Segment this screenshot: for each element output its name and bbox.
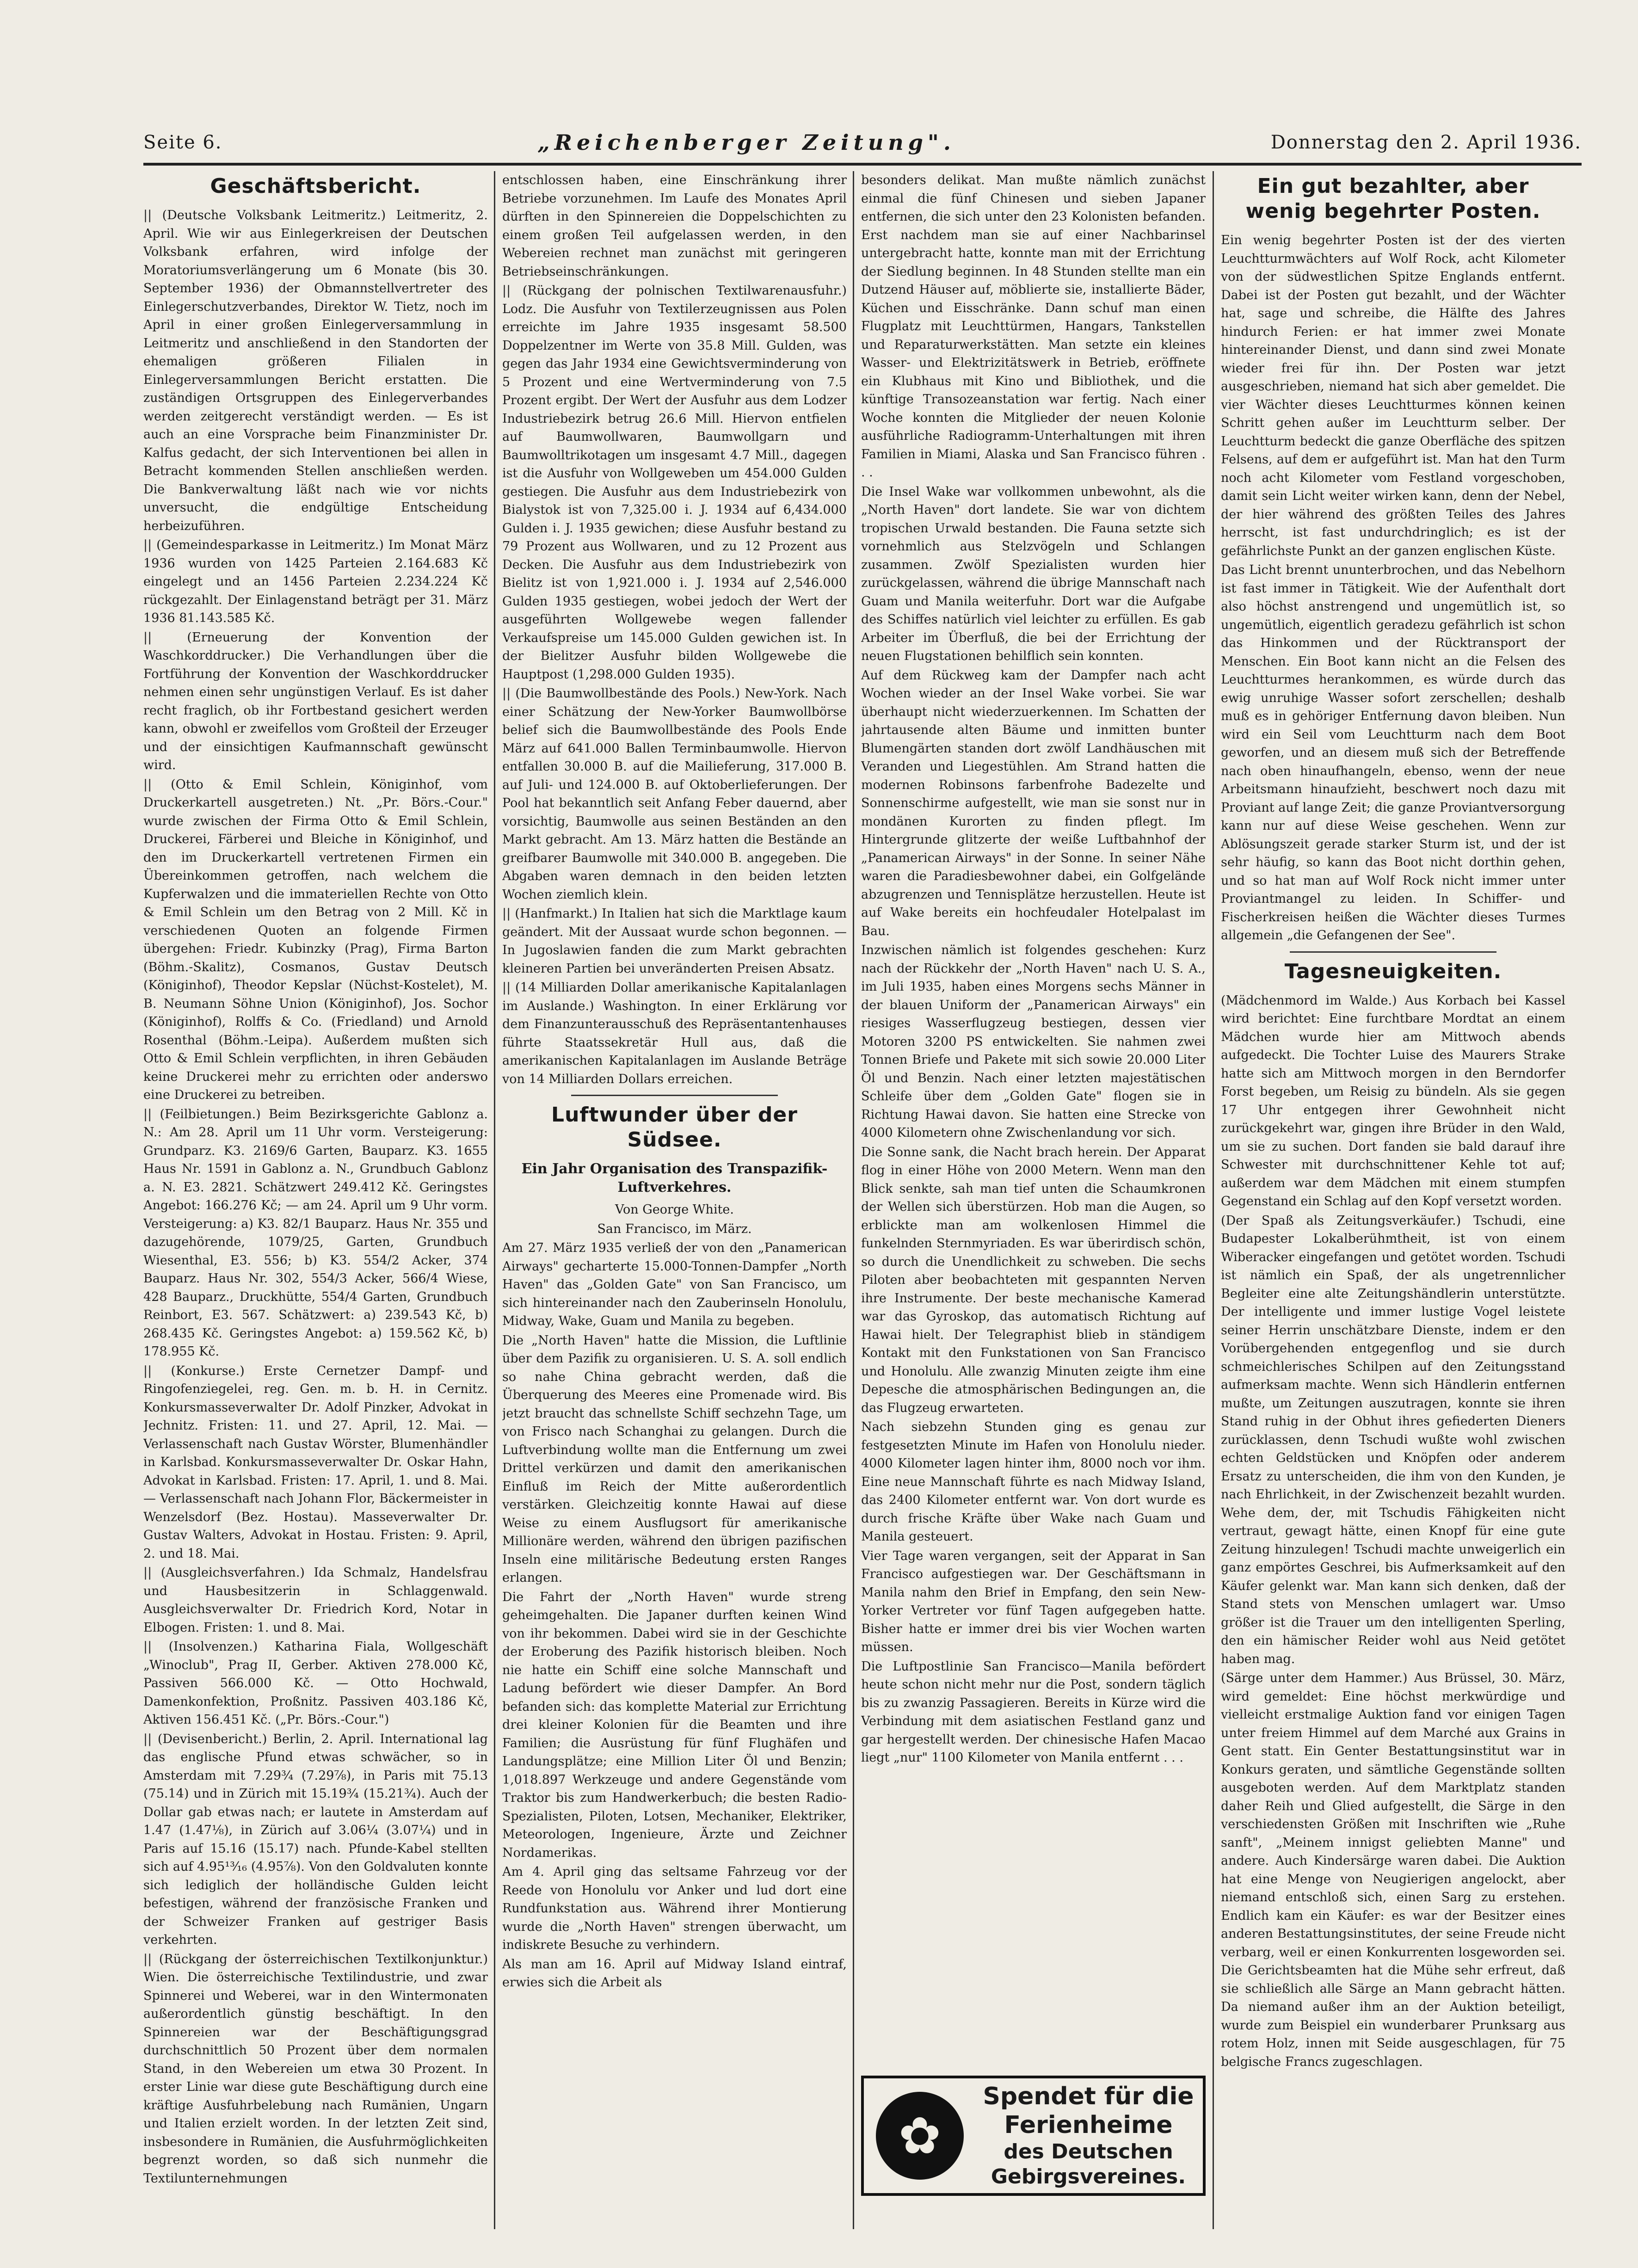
news-paragraph: (Der Spaß als Zeitungsverkäufer.) Tschudi, eine Budapester Lokalberühmtheit, ist von einem Wiberacker eingefangen und getötet worden. Tschudi ist nämlich ein Spaß, der als ungetrennlicher Begleiter eine alte Zeitungshändlerin unterstützte. Der intelligente und immer lustige Vogel leistete seiner Herrin unschätzbare Dienste, indem er den Vorübergehenden entgegenflog und sie durch schmeichlerisches Schilpen auf den Zeitungsstand aufmerksam machte. Wenn sich Händlerin entfernen mußte, um Zeitungen auszutragen, konnte sie ihren Stand ruhig in der Obhut ihres gefiederten Dieners zurücklassen, denn Tschudi wußte wohl zwischen echten Geldstücken und Knöpfen oder anderem Ersatz zu unterscheiden, die ihm von den Kunden, je nach Ehrlichkeit, in der Zwischenzeit bezahlt wurden. Wehe dem, der, mit Tschudis Fähigkeiten nicht vertraut, gewagt hätte, einen Knopf für eine gute Zeitung hinzulegen! Tschudi machte unweigerlich ein ganz empörtes Geschrei, bis Aufmerksamkeit auf den Käufer gelenkt war. Man kann sich denken, daß der Stand stets von Menschen umlagert war. Umso größer ist die Trauer um den intelligenten Sperling, den ein hämischer Reider wohl aus Neid getötet haben mag. xyxy=(1221,1213,1565,1666)
news-paragraph: || (Hanfmarkt.) In Italien hat sich die Marktlage kaum geändert. Mit der Aussaat wurde schon begonnen. — In Jugoslawien fanden die zum Markt gebrachten kleineren Partien bei unveränderten Preisen Absatz. xyxy=(502,906,847,976)
edelweiss-emblem-icon: ✿ xyxy=(876,2092,964,2180)
ad-line: Spendet für die xyxy=(983,2083,1194,2110)
article-paragraph: Die Sonne sank, die Nacht brach herein. Der Apparat flog in einer Höhe von 2000 Metern. Wenn man den Blick senkte, sah man tief unten die Schaumkronen der Wellen sich überstürzen. Hob man die Augen, so erblickte man am wolkenlosen Himmel die funkelnden Sternmyriaden. Es war überirdisch schön, so durch die Unendlichkeit zu schweben. Die sechs Piloten aber beobachteten mit gespannten Nerven ihre Instrumente. Der beste mechanische Kamerad war das Gyroskop, das automatisch Richtung auf Hawai hielt. Der Telegraphist blieb in ständigem Kontakt mit den Funkstationen von San Francisco und Honolulu. Alle zwanzig Minuten zeigte ihm eine Depesche die atmosphärischen Bedingungen an, die das Flugzeug erwarteten. xyxy=(861,1145,1206,1415)
article-byline: Von George White. xyxy=(615,1202,734,1217)
column-2 xyxy=(502,171,847,2229)
article-dateline: San Francisco, im März. xyxy=(597,1221,752,1236)
news-paragraph: || (Konkurse.) Erste Cernetzer Dampf- und Ringofenziegelei, reg. Gen. m. b. H. in Cernitz. Konkursmasseverwalter Dr. Adolf Pinzker, Advokat in Jechnitz. Fristen: 11. und 27. April, 12. Mai. — Verlassenschaft nach Gustav Wörster, Blumenhändler in Karlsbad. Konkursmasseverwalter Dr. Oskar Hahn, Advokat in Karlsbad. Fristen: 17. April, 1. und 8. Mai. — Verlassenschaft nach Johann Flor, Bäckermeister in Wenzelsdorf (Bez. Hostau). Masseverwalter Dr. Gustav Walters, Advokat in Hostau. Fristen: 9. April, 2. und 18. Mai. xyxy=(143,1363,488,1561)
news-paragraph: || (Rückgang der österreichischen Textilkonjunktur.) Wien. Die österreichische Textilindustrie, und zwar Spinnerei und Weberei, war in den Wintermonaten außerordentlich günstig beschäftigt. In den Spinnereien war der Beschäftigungsgrad durchschnittlich 50 Prozent über dem normalen Stand, in den Webereien um etwa 30 Prozent. In erster Linie war diese gute Beschäftigung durch eine kräftige Ausfuhrbelebung nach Rumänien, Ungarn und Italien erzielt worden. In der letzten Zeit sind, insbesondere in Rumänien, die Ausfuhrmöglichkeiten begrenzt worden, so daß sich nunmehr die Textilunternehmungen xyxy=(143,1952,488,2186)
news-paragraph: || (Otto & Emil Schlein, Königinhof, vom Druckerkartell ausgetreten.) Nt. „Pr. Börs.-Cour." wurde zwischen der Firma Otto & Emil Schlein, Druckerei, Färberei und Bleiche in Königinhof, und den im Druckerkartell vertretenen Firmen ein Übereinkommen getroffen, nach welchem die Kupferwalzen und die immateriellen Rechte von Otto & Emil Schlein um den Betrag von 2 Mill. Kč in verschiedenen Quoten an folgende Firmen übergehen: Friedr. Kubinzky (Prag), Firma Barton (Böhm.-Skalitz), Cosmanos, Gustav Deutsch (Königinhof), Theodor Kepslar (Nüchst-Kostelet), M. B. Neumann Söhne Union (Königinhof), Jos. Sochor (Königinhof), Rolffs & Co. (Friedland) und Arnold Rosenthal (Böhm.-Leipa). Außerdem mußten sich Otto & Emil Schlein verpflichten, in ihren Gebäuden keine Druckerei mehr zu errichten oder anderswo eine Druckerei zu betreiben. xyxy=(143,777,488,1102)
article-paragraph: Die Insel Wake war vollkommen unbewohnt, als die „North Haven" dort landete. Sie war von dichtem tropischen Urwald bestanden. Die Fauna setzte sich vornehmlich aus Stelzvögeln und Schlangen zusammen. Zwölf Spezialisten wurden hier zurückgelassen, während die übrige Mannschaft nach Guam und Manila weiterfuhr. Dort war die Aufgabe des Schiffes natürlich viel leichter zu erfüllen. Es gab Arbeiter im Überfluß, die bei der Errichtung der neuen Flugstationen behilflich sein konnten. xyxy=(861,484,1206,663)
news-paragraph: || (Gemeindesparkasse in Leitmeritz.) Im Monat März 1936 wurden von 1425 Parteien 2.164.683 Kč eingelegt und an 1456 Parteien 2.234.224 Kč rückgezahlt. Der Einlagenstand beträgt per 31. März 1936 81.143.585 Kč. xyxy=(143,538,488,625)
column-1 xyxy=(143,171,488,2229)
article-title: Luftwunder über der Südsee. xyxy=(551,1103,798,1152)
column-divider xyxy=(853,171,854,2229)
news-paragraph: || (Erneuerung der Konvention der Waschkorddrucker.) Die Verhandlungen über die Fortführung der Konvention der Waschkorddrucker nehmen einen sehr ungünstigen Verlauf. Es ist daher recht fraglich, ob ihr Fortbestand gesichert werden kann, obwohl er zweifellos vom Großteil der Erzeuger und der einsichtigen Kaufmannschaft gewünscht wird. xyxy=(143,630,488,772)
column-3 xyxy=(861,171,1206,2067)
section-heading: Tagesneuigkeiten. xyxy=(1284,959,1502,983)
page-number: Seite 6. xyxy=(143,132,222,153)
article-separator xyxy=(1290,951,1496,953)
article-title: Ein gut bezahlter, aber wenig begehrter Posten. xyxy=(1245,174,1541,223)
news-paragraph: || (Insolvenzen.) Katharina Fiala, Wollgeschäft „Winoclub", Prag II, Gerber. Aktiven 278.000 Kč, Passiven 566.000 Kč. — Otto Hochwald, Damenkonfektion, Proßnitz. Passiven 403.186 Kč, Aktiven 156.451 Kč. („Pr. Börs.-Cour.") xyxy=(143,1639,488,1727)
news-paragraph: || (Die Baumwollbestände des Pools.) New-York. Nach einer Schätzung der New-Yorker Baumwollbörse belief sich die Baumwollbestände des Pools Ende März auf 641.000 Ballen Terminbaumwolle. Hiervon entfallen 30.000 B. auf die Mailieferung, 317.000 B. auf Juli- und 124.000 B. auf Oktoberlieferungen. Der Pool hat bekanntlich seit Anfang Feber dauernd, aber vorsichtig, Baumwolle aus seinen Beständen an den Markt gebracht. Am 13. März hatten die Bestände an greifbarer Baumwolle mit 340.000 B. angegeben. Die Abgaben waren demnach in den beiden letzten Wochen ziemlich klein. xyxy=(502,686,847,902)
header-rule xyxy=(143,163,1582,166)
article-paragraph: Das Licht brennt ununterbrochen, und das Nebelhorn ist fast immer in Tätigkeit. Wie der Aufenthalt dort also höchst anstrengend und ungemütlich ist, so ungemütlich, eigentlich geradezu gefährlich ist schon das Hinkommen und der Rücktransport der Menschen. Ein Boot kann nicht an die Felsen des Leuchtturmes herankommen, es würde durch das ewig unruhige Wasser sofort zerschellen; deshalb muß es in gehöriger Entfernung davon bleiben. Nun wird ein Seil vom Leuchtturm nach dem Boot geworfen, und an diesem muß sich der Betreffende nach oben hinaufhangeln, ebenso, wenn der neue Arbeitsmann hinaufzieht, beschwert noch dazu mit Proviant auf lange Zeit; die ganze Proviantversorgung kann nur auf diese Weise geschehen. Wenn zur Ablösungszeit gerade starker Sturm ist, und der ist sehr häufig, so kann das Boot nicht dorthin gehen, und so hat man auf Wolf Rock nicht immer unter Proviantmangel zu leiden. In Schiffer- und Fischerkreisen heißen die Wächter dieses Turmes allgemein „die Gefangenen der See". xyxy=(1221,563,1565,943)
article-paragraph: Auf dem Rückweg kam der Dampfer nach acht Wochen wieder an der Insel Wake vorbei. Sie war überhaupt nicht wiederzuerkennen. Im Schatten der jahrtausende alten Bäume und inmitten bunter Blumengärten standen dort zwölf Landhäuschen mit Veranden und Liegestühlen. Am Strand hatten die modernen Robinsons farbenfrohe Badezelte und Sonnenschirme aufgestellt, wie man sie sonst nur in mondänen Kurorten zu finden pflegt. Im Hintergrunde glitzerte der weiße Luftbahnhof der „Panamerican Airways" in der Sonne. In seiner Nähe waren die Paradiesbewohner dabei, ein Golfgelände abzugrenzen und Tennisplätze herzustellen. Heute ist auf Wake bereits ein hochfeudaler Hotelpalast im Bau. xyxy=(861,668,1206,938)
article-paragraph: Nach siebzehn Stunden ging es genau zur festgesetzten Minute im Hafen von Honolulu nieder. 4000 Kilometer lagen hinter ihm, 8000 noch vor ihm. Eine neue Mannschaft führte es nach Midway Island, das 2400 Kilometer entfernt war. Von dort wurde es durch frische Kräfte über Wake nach Guam und Manila gesteuert. xyxy=(861,1420,1206,1544)
news-paragraph: entschlossen haben, eine Einschränkung ihrer Betriebe vorzunehmen. Im Laufe des Monates April dürften in den Spinnereien die Doppelschichten zu einem großen Teil aufgelassen werden, in den Webereien rechnet man zunächst mit geringeren Betriebseinschränkungen. xyxy=(502,173,847,279)
article-paragraph: Die Luftpostlinie San Francisco—Manila befördert heute schon nicht mehr nur die Post, sondern täglich bis zu zwanzig Passagieren. Bereits in Kürze wird die Verbindung mit dem asiatischen Festland ganz und gar hergestellt werden. Der chinesische Hafen Macao liegt „nur" 1100 Kilometer von Manila entfernt . . . xyxy=(861,1659,1206,1765)
news-paragraph: || (Feilbietungen.) Beim Bezirksgerichte Gablonz a. N.: Am 28. April um 11 Uhr vorm. Versteigerung: Grundparz. K3. 2169/6 Garten, Bauparz. K3. 1655 Haus Nr. 1591 in Gablonz a. N., Grundbuch Gablonz a. N. E3. 2821. Schätzwert 249.412 Kč. Geringstes Angebot: 166.276 Kč; — am 24. April um 9 Uhr vorm. Versteigerung: a) K3. 82/1 Bauparz. Haus Nr. 355 und dazugehörende, 1079/25, Garten, Grundbuch Wiesenthal, E3. 556; b) K3. 554/2 Acker, 374 Bauparz. Haus Nr. 302, 554/3 Acker, 566/4 Wiese, 428 Bauparz., Druckhütte, 554/4 Garten, Grundbuch Reinbort, E3. 567. Schätzwert: a) 239.543 Kč, b) 268.435 Kč. Geringstes Angebot: a) 159.562 Kč, b) 178.955 Kč. xyxy=(143,1107,488,1359)
column-4 xyxy=(1221,171,1565,2229)
news-paragraph: || (Devisenbericht.) Berlin, 2. April. International lag das englische Pfund etwas schwächer, so in Amsterdam mit 7.29¾ (7.29⅞), in Paris mit 75.13 (75.14) und in Zürich mit 15.19¾ (15.21¾). Auch der Dollar gab etwas nach; er lautete in Amsterdam auf 1.47 (1.47⅛), in Zürich auf 3.06¼ (3.07¼) und in Paris auf 15.16 (15.17) nach. Pfunde-Kabel stellten sich auf 4.95¹³⁄₁₆ (4.95⅞). Von den Goldvaluten konnte sich lediglich der holländische Gulden leicht befestigen, während der französische Franken und der Schweizer Franken auf gestriger Basis verkehrten. xyxy=(143,1732,488,1947)
page-header xyxy=(143,124,1582,161)
news-paragraph: || (14 Milliarden Dollar amerikanische Kapitalanlagen im Auslande.) Washington. In einer Erklärung vor dem Finanzunterausschuß des Repräsentantenhauses führte Staatssekretär Hull aus, daß die amerikanischen Kapitalanlagen im Auslande Beträge von 14 Milliarden Dollars erreichen. xyxy=(502,980,847,1086)
news-paragraph: (Särge unter dem Hammer.) Aus Brüssel, 30. März, wird gemeldet: Eine höchst merkwürdige und vielleicht erstmalige Auktion fand vor einigen Tagen unter freiem Himmel auf dem Marché aux Grains in Gent statt. Ein Genter Bestattungsinstitut war in Konkurs geraten, und sämtliche Gegenstände sollten ausgeboten werden. Auf dem Marktplatz standen daher Reih und Glied aufgestellt, die Särge in den verschiedensten Größen mit Inschriften wie „Ruhe sanft", „Meinem innigst geliebten Manne" und andere. Auch Kindersärge waren dabei. Die Auktion hat eine Menge von Neugierigen angelockt, aber niemand entschloß sich, einen Sarg zu erstehen. Endlich kam ein Käufer: es war der Besitzer eines anderen Bestattungsinstitutes, der seine Freude nicht verbarg, weil er einen Konkurrenten losgeworden sei. Die Gerichtsbeamten hat die Mühe sehr erfreut, daß sie schließlich alle Särge an Mann gebracht hätten. Da niemand außer ihm an der Auktion beteiligt, wurde zum Beispiel ein wunderbarer Prunksarg aus rotem Holz, innen mit Seide ausgeschlagen, für 75 belgische Francs zugeschlagen. xyxy=(1221,1671,1565,2069)
article-paragraph: Vier Tage waren vergangen, seit der Apparat in San Francisco aufgestiegen war. Der Geschäftsmann in Manila nahm den Brief in Empfang, den sein New-Yorker Vertreter vor fünf Tagen aufgegeben hatte. Bisher hatte er immer drei bis vier Wochen warten müssen. xyxy=(861,1548,1206,1654)
article-paragraph: Die „North Haven" hatte die Mission, die Luftlinie über dem Pazifik zu organisieren. U. S. A. soll endlich so nahe China gebracht werden, daß die Überquerung des Meeres eine Promenade wird. Bis jetzt braucht das schnellste Schiff sechzehn Tage, um von Frisco nach Schanghai zu gelangen. Durch die Luftverbindung wollte man die Entfernung um zwei Drittel verkürzen und damit den amerikanischen Einfluß im Reich der Mitte außerordentlich verstärken. Gleichzeitig konnte Hawai auf diese Weise zu einem Ausflugsort für amerikanische Millionäre werden, während den übrigen pazifischen Inseln eine militärische Bedeutung ersten Ranges erlangen. xyxy=(502,1333,847,1585)
advertisement-text xyxy=(974,2082,1203,2189)
advertisement-box xyxy=(861,2076,1206,2196)
article-paragraph: Die Fahrt der „North Haven" wurde streng geheimgehalten. Die Japaner durften keinen Wind von ihr bekommen. Dabei wird sie in der Geschichte der Eroberung des Pazifik historisch bleiben. Noch nie hatte ein Schiff eine solche Mannschaft und Ladung befördert wie dieser Dampfer. An Bord befanden sich: das komplette Material zur Errichtung drei kleiner Kolonien für die Beamten und ihre Familien; die Ausrüstung für fünf Flughäfen und Landungsplätze; eine Million Liter Öl und Benzin; 1,018.897 Werkzeuge und andere Gegenstände vom Traktor bis zum Handwerkerbuch; die besten Radio-Spezialisten, Piloten, Lotsen, Mechaniker, Elektriker, Meteorologen, Ingenieure, Ärzte und Zeichner Nordamerikas. xyxy=(502,1590,847,1860)
section-heading: Geschäftsbericht. xyxy=(210,174,421,198)
ad-line: Ferienheime xyxy=(1004,2111,1173,2139)
article-paragraph: Als man am 16. April auf Midway Island eintraf, erwies sich die Arbeit als xyxy=(502,1957,847,1990)
article-paragraph: Am 27. März 1935 verließ der von den „Panamerican Airways" gecharterte 15.000-Tonnen-Dampfer „North Haven" das „Golden Gate" von San Francisco, um sich hintereinander nach den Zauberinseln Honolulu, Midway, Wake, Guam und Manila zu begeben. xyxy=(502,1241,847,1328)
article-paragraph: besonders delikat. Man mußte nämlich zunächst einmal die fünf Chinesen und sieben Japaner entfernen, die sich unter den 23 Kolonisten befanden. Erst nachdem man sie auf einer Nachbarinsel untergebracht hatte, konnte man mit der Errichtung der Siedlung beginnen. In 48 Stunden stellte man ein Dutzend Häuser auf, möblierte sie, installierte Bäder, Küchen und Eisschränke. Dann schuf man einen Flugplatz mit Leuchttürmen, Hangars, Tankstellen und Reparaturwerkstätten. Man setzte ein kleines Wasser- und Elektrizitätswerk in Betrieb, eröffnete ein Klubhaus mit Kino und Bibliothek, und die künftige Transozeanstation war fertig. Nach einer Woche konnten die Mitglieder der neuen Kolonie ausführliche Radiogramm-Unterhaltungen mit ihren Familien in Miami, Alaska und San Francisco führen . . . xyxy=(861,173,1206,480)
article-paragraph: Ein wenig begehrter Posten ist der des vierten Leuchtturmwächters auf Wolf Rock, acht Kilometer von der südwestlichen Spitze Englands entfernt. Dabei ist der Posten gut bezahlt, und der Wächter hat, sage und schreibe, die Hälfte des Jahres hindurch Ferien: er hat immer zwei Monate hintereinander Dienst, und dann sind zwei Monate wieder frei für ihn. Der Posten war jetzt ausgeschrieben, niemand hat sich aber gemeldet. Die vier Wächter dieses Leuchtturmes können keinen Schritt gehen außer im Leuchtturm selber. Der Leuchtturm bedeckt die ganze Oberfläche des spitzen Felsens, auf dem er aufgeführt ist. Man hat den Turm noch acht Kilometer vom Festland vorgeschoben, damit sein Licht weiter wirken kann, denn der Nebel, der hier während des größten Teiles des Jahres herrscht, ist fast undurchdringlich; es ist der gefährlichste Punkt an der ganzen englischen Küste. xyxy=(1221,233,1565,558)
news-paragraph: || (Ausgleichsverfahren.) Ida Schmalz, Handelsfrau und Hausbesitzerin in Schlaggenwald. Ausgleichsverwalter Dr. Friedrich Kord, Notar in Elbogen. Fristen: 1. und 8. Mai. xyxy=(143,1565,488,1635)
article-paragraph: Inzwischen nämlich ist folgendes geschehen: Kurz nach der Rückkehr der „North Haven" nach U. S. A., im Juli 1935, haben eines Morgens sechs Männer in der blauen Uniform der „Panamerican Airways" ein riesiges Wasserflugzeug bestiegen, dessen vier Motoren 3200 PS entwickelten. Sie nahmen zwei Tonnen Briefe und Pakete mit sich sowie 20.000 Liter Öl und Benzin. Nach einer letzten majestätischen Schleife über dem „Golden Gate" flogen sie in Richtung Hawai davon. Sie hatten eine Strecke von 4000 Kilometern ohne Zwischenlandung vor sich. xyxy=(861,943,1206,1140)
news-paragraph: || (Deutsche Volksbank Leitmeritz.) Leitmeritz, 2. April. Wie wir aus Einlegerkreisen der Deutschen Volksbank erfahren, wird infolge der Moratoriumsverlängerung um 6 Monate (bis 30. September 1936) der Obmannstellvertreter des Einlegerschutzverbandes, Direktor W. Tietz, noch im April in einer großen Einlegerversammlung in Leitmeritz und anschließend in den Standorten der ehemaligen größeren Filialen in Einlegerversammlungen Bericht erstatten. Die zuständigen Ortsgruppen des Einlegerverbandes werden zeitgerecht verständigt werden. — Es ist auch an eine Vorsprache beim Finanzminister Dr. Kalfus gedacht, der sich Interventionen bei allen in Betracht kommenden Stellen anschließen werden. Die Bankverwaltung läßt nach wie vor nichts unversucht, die endgültige Entscheidung herbeizuführen. xyxy=(143,208,488,533)
column-divider xyxy=(494,171,495,2229)
article-separator xyxy=(571,1095,778,1096)
news-paragraph: (Mädchenmord im Walde.) Aus Korbach bei Kassel wird berichtet: Eine furchtbare Mordtat an einem Mädchen wurde hier am Mittwoch abends aufgedeckt. Die Tochter Luise des Maurers Strake hatte sich am Mittwoch morgen in den Berndorfer Forst begeben, um Reisig zu bündeln. Als sie gegen 17 Uhr entgegen ihrer Gewohnheit nicht zurückgekehrt war, gingen ihre Brüder in den Wald, um sie zu suchen. Dort fanden sie bald darauf ihre Schwester mit durchschnittener Kehle tot auf; außerdem war dem Mädchen mit einem stumpfen Gegenstand ein Schlag auf den Kopf versetzt worden. xyxy=(1221,993,1565,1208)
article-subtitle: Ein Jahr Organisation des Transpazifik-Luftverkehres. xyxy=(521,1161,828,1196)
news-paragraph: || (Rückgang der polnischen Textilwarenausfuhr.) Lodz. Die Ausfuhr von Textilerzeugnissen aus Polen erreichte im Jahre 1935 insgesamt 58.500 Doppelzentner im Werte von 35.8 Mill. Gulden, was gegen das Jahr 1934 eine Gewichtsverminderung von 5 Prozent und eine Wertverminderung von 7.5 Prozent ergibt. Der Wert der Ausfuhr aus dem Lodzer Industriebezirk betrug 26.6 Mill. Hiervon entfielen auf Baumwollwaren, Baumwollgarn und Baumwolltrikotagen um insgesamt 4.7 Mill., dagegen ist die Ausfuhr von Wollgeweben um 454.000 Gulden gestiegen. Die Ausfuhr aus dem Industriebezirk von Bialystok ist von 7,325.00 i. J. 1934 auf 6,434.000 Gulden i. J. 1935 gewichen; diese Ausfuhr bestand zu 79 Prozent aus Wollwaren, und zu 12 Prozent aus Decken. Die Ausfuhr aus dem Industriebezirk von Bielitz ist von 1,921.000 i. J. 1934 auf 2,546.000 Gulden 1935 gestiegen, wobei jedoch der Wert der ausgeführten Wollgewebe wegen fallender Verkaufspreise um 145.000 Gulden gewichen ist. In der Bielitzer Ausfuhr bilden Wollgewebe die Hauptpost (1,298.000 Gulden 1935). xyxy=(502,284,847,682)
issue-date: Donnerstag den 2. April 1936. xyxy=(1270,132,1582,153)
ad-line: Gebirgsvereines. xyxy=(991,2165,1186,2188)
column-divider xyxy=(1213,171,1214,2229)
ad-line: des Deutschen xyxy=(1004,2140,1173,2163)
newspaper-title: „Reichenberger Zeitung". xyxy=(537,130,955,155)
article-paragraph: Am 4. April ging das seltsame Fahrzeug vor der Reede von Honolulu vor Anker und lud dort eine Rundfunkstation aus. Während ihrer Montierung wurde die „North Haven" strengen überwacht, um indiskrete Besuche zu verhindern. xyxy=(502,1865,847,1952)
